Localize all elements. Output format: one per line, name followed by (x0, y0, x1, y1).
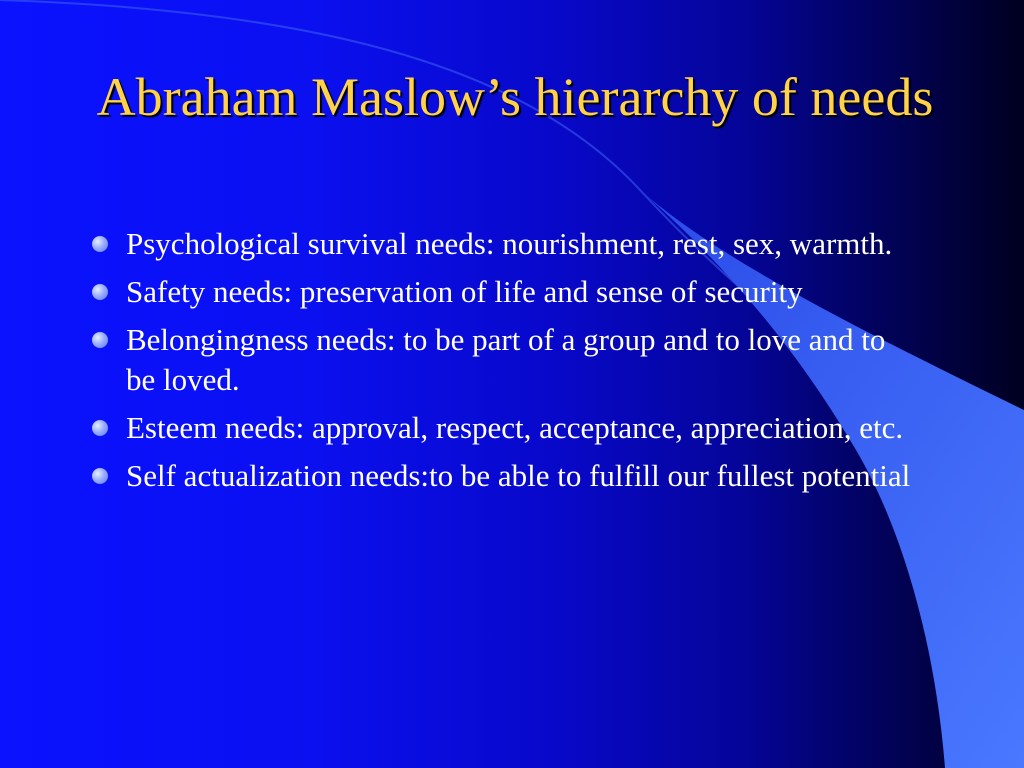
bullet-text: Esteem needs: approval, respect, acceptance, appreciation, etc. (126, 410, 904, 445)
slide-title: Abraham Maslow’s hierarchy of needs (96, 67, 934, 127)
bullet-text: Self actualization needs:to be able to fulfill our fullest potential (126, 458, 911, 493)
bullet-list (88, 224, 918, 504)
bullet-item (88, 456, 918, 496)
bullet-item (88, 224, 918, 264)
bullet-item (88, 272, 918, 312)
bullet-text: Belongingness needs: to be part of a group and to love and to be loved. (126, 322, 886, 397)
bullet-text: Safety needs: preservation of life and sense of security (126, 274, 803, 309)
bullet-dot-icon (92, 236, 108, 252)
bullet-dot-icon (92, 332, 108, 348)
bullet-dot-icon (92, 420, 108, 436)
bullet-text: Psychological survival needs: nourishment, rest, sex, warmth. (126, 226, 893, 261)
bullet-dot-icon (92, 284, 108, 300)
bullet-item (88, 320, 918, 400)
bullet-dot-icon (92, 468, 108, 484)
bullet-item (88, 408, 918, 448)
